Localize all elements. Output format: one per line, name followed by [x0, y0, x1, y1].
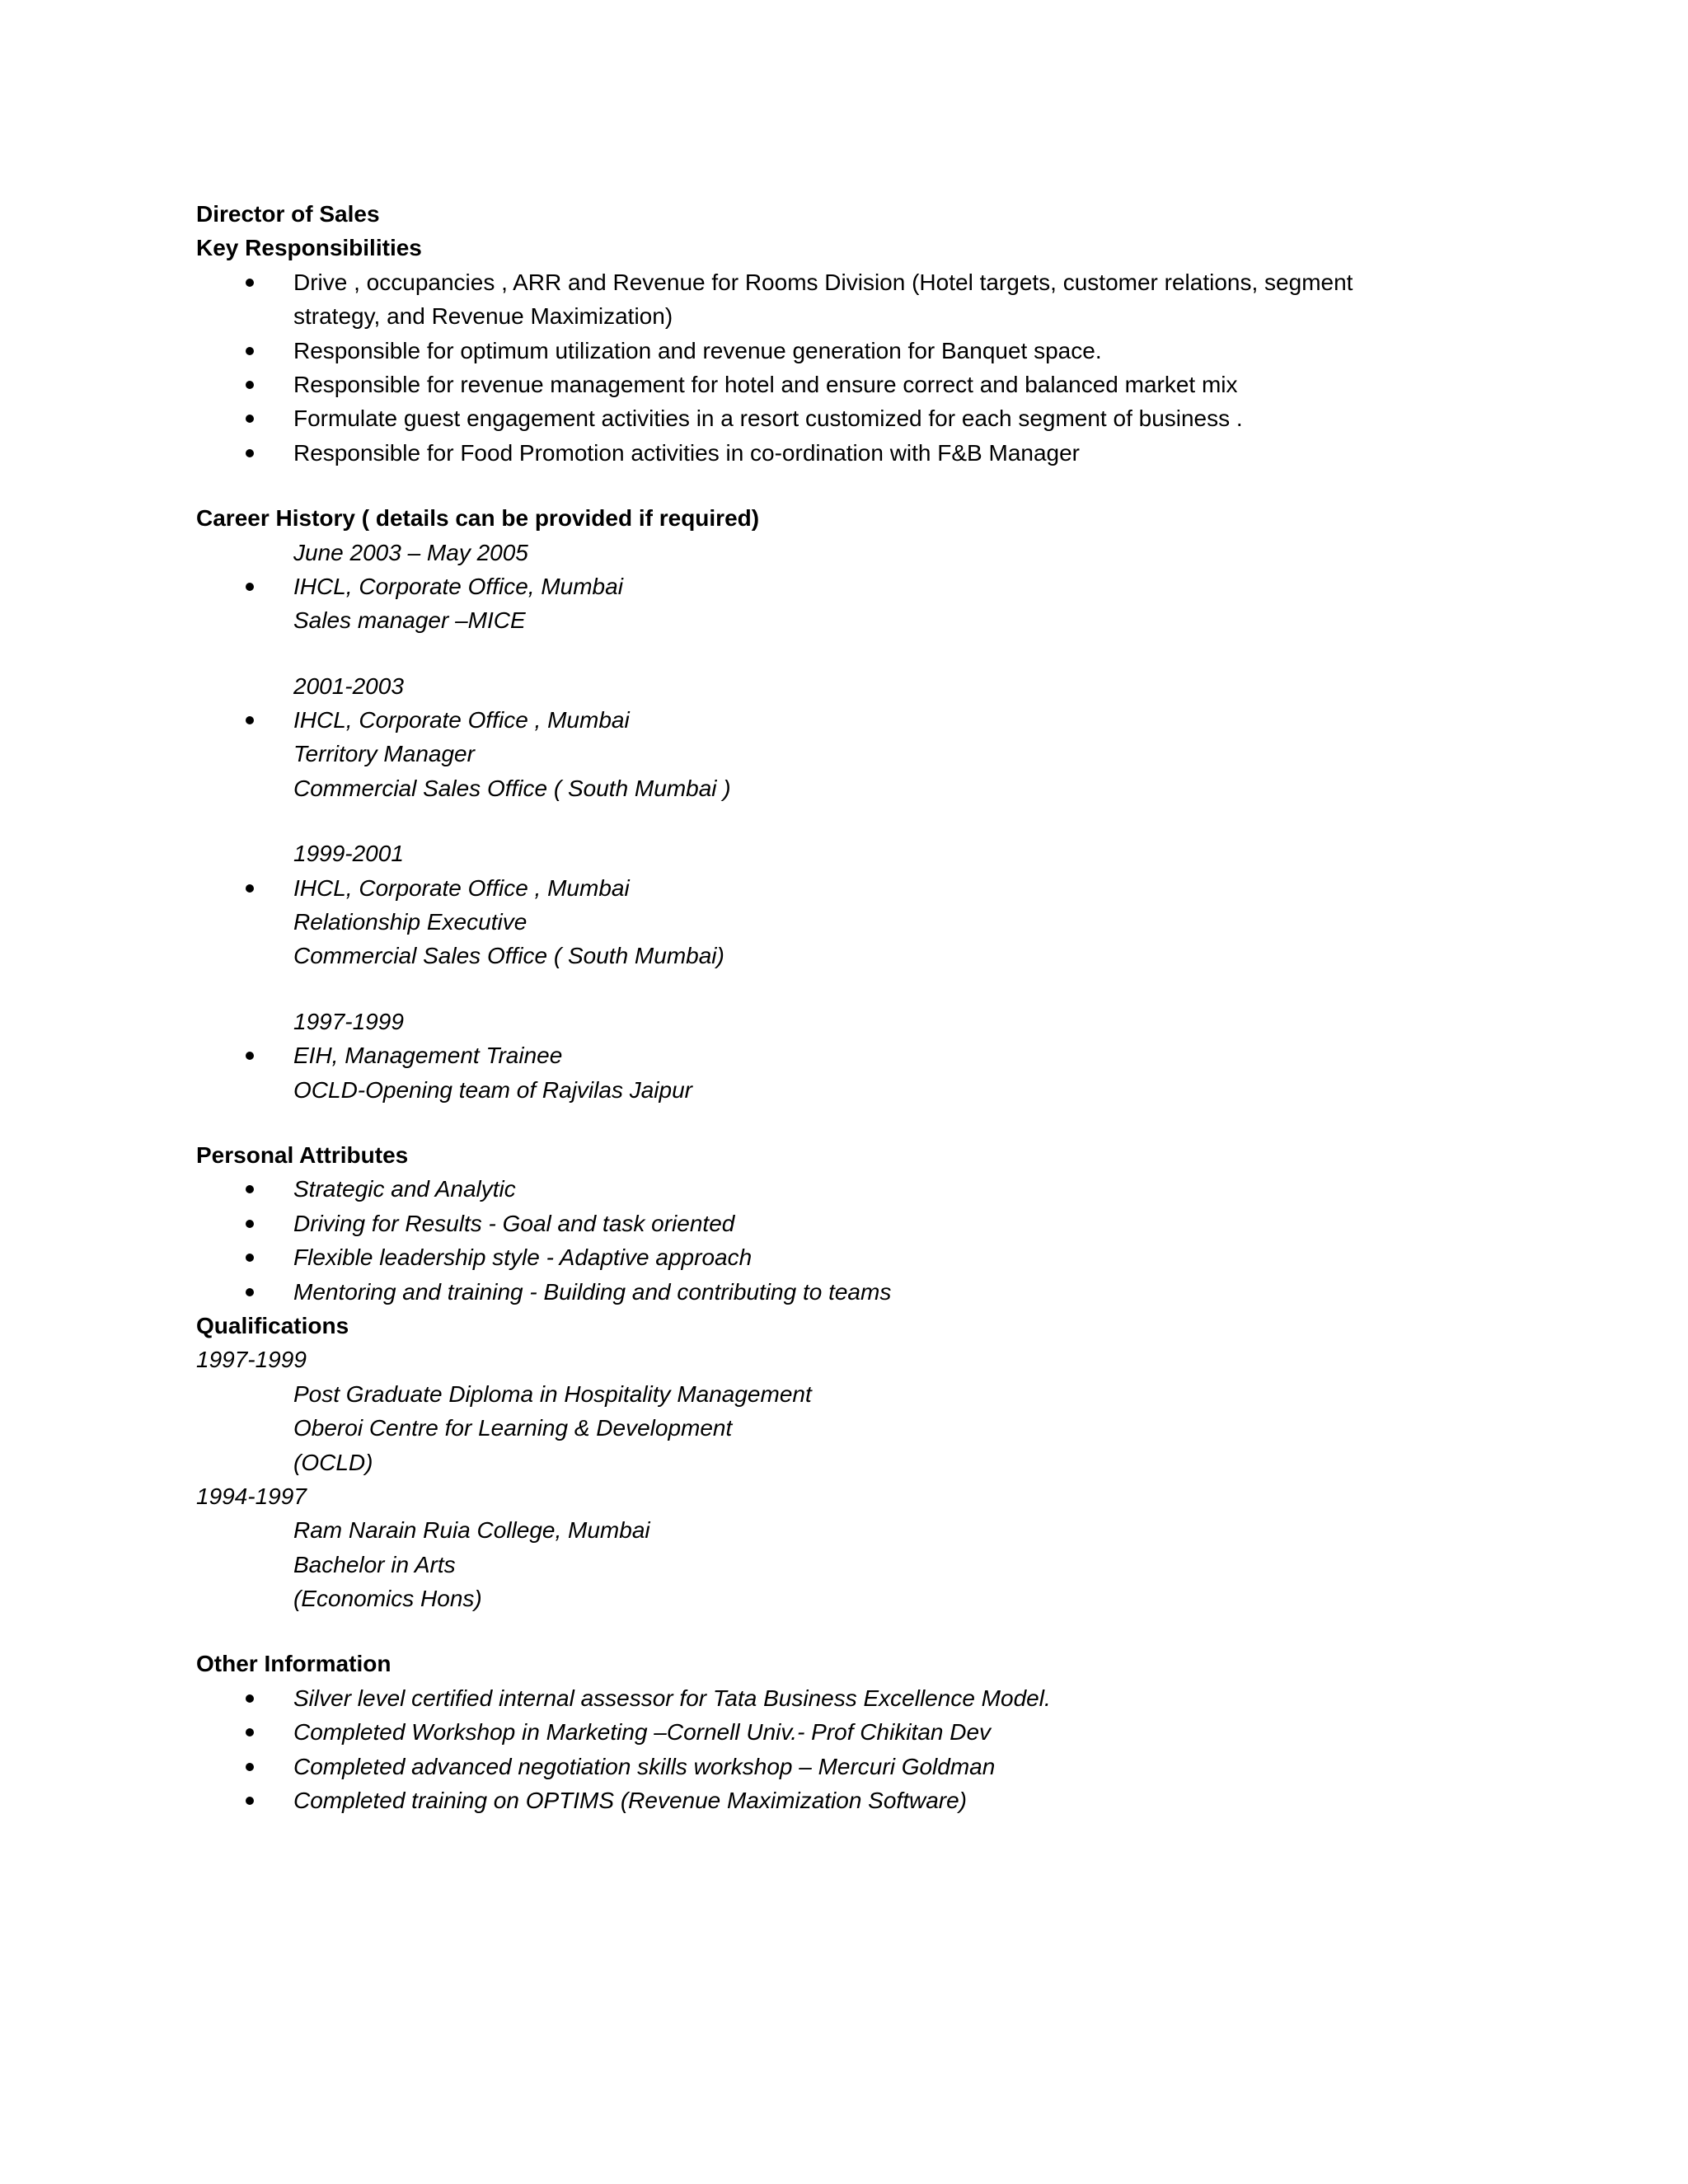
other-item: Silver level certified internal assessor for Tata Business Excellence Model.: [196, 1681, 1515, 1715]
other-heading: Other Information: [196, 1651, 392, 1677]
career-role: Relationship Executive: [293, 909, 528, 935]
other-item: Completed Workshop in Marketing –Cornell Univ.- Prof Chikitan Dev: [196, 1715, 1515, 1749]
qualification-period: 1994-1997: [196, 1483, 307, 1509]
resume-content: [196, 197, 1515, 1817]
attributes-heading: Personal Attributes: [196, 1141, 409, 1168]
qualification-line: Bachelor in Arts: [293, 1551, 456, 1577]
entry-spacer: [196, 638, 1515, 669]
responsibility-item: Responsible for Food Promotion activities in co-ordination with F&B Manager: [196, 436, 1515, 470]
career-period: June 2003 – May 2005: [293, 539, 528, 565]
qualification-line: Oberoi Centre for Learning & Development: [293, 1415, 733, 1441]
entry-spacer: [196, 973, 1515, 1005]
career-organization: IHCL, Corporate Office , Mumbai: [196, 703, 1515, 737]
qualification-line: (Economics Hons): [293, 1586, 482, 1612]
job-title: Director of Sales: [196, 201, 380, 227]
responsibility-item-continued: strategy, and Revenue Maximization): [293, 303, 673, 330]
responsibility-item: Drive , occupancies , ARR and Revenue for Rooms Division (Hotel targets, customer relations, segment: [196, 265, 1515, 299]
responsibilities-heading: Key Responsibilities: [196, 235, 422, 261]
responsibility-item: Formulate guest engagement activities in a resort customized for each segment of business .: [196, 401, 1515, 435]
career-period: 1999-2001: [293, 841, 404, 867]
qualification-line: Ram Narain Ruia College, Mumbai: [293, 1517, 650, 1544]
attribute-item: Flexible leadership style - Adaptive approach: [196, 1240, 1515, 1274]
career-organization: IHCL, Corporate Office , Mumbai: [196, 871, 1515, 905]
career-role-detail: Commercial Sales Office ( South Mumbai): [293, 943, 724, 969]
qualification-line: Post Graduate Diploma in Hospitality Management: [293, 1380, 812, 1407]
attribute-item: Mentoring and training - Building and contributing to teams: [196, 1275, 1515, 1309]
career-heading: Career History ( details can be provided if required): [196, 505, 760, 532]
career-period: 2001-2003: [293, 673, 404, 699]
qualifications-heading: Qualifications: [196, 1312, 349, 1338]
responsibility-item: Responsible for optimum utilization and revenue generation for Banquet space.: [196, 334, 1515, 368]
section-spacer: [196, 1107, 1515, 1138]
section-spacer: [196, 1615, 1515, 1647]
qualification-period: 1997-1999: [196, 1347, 307, 1373]
attribute-item: Strategic and Analytic: [196, 1172, 1515, 1206]
career-organization: IHCL, Corporate Office, Mumbai: [196, 569, 1515, 603]
career-period: 1997-1999: [293, 1008, 404, 1034]
career-role: Territory Manager: [293, 741, 475, 767]
other-item: Completed advanced negotiation skills workshop – Mercuri Goldman: [196, 1750, 1515, 1783]
career-role: Sales manager –MICE: [293, 607, 526, 634]
section-spacer: [196, 470, 1515, 501]
qualification-line: (OCLD): [293, 1449, 373, 1475]
attribute-item: Driving for Results - Goal and task oriented: [196, 1207, 1515, 1240]
responsibility-item: Responsible for revenue management for hotel and ensure correct and balanced market mix: [196, 368, 1515, 401]
career-organization: EIH, Management Trainee: [196, 1038, 1515, 1072]
other-item: Completed training on OPTIMS (Revenue Maximization Software): [196, 1783, 1515, 1817]
career-role: OCLD-Opening team of Rajvilas Jaipur: [293, 1076, 692, 1103]
career-role-detail: Commercial Sales Office ( South Mumbai ): [293, 775, 731, 801]
entry-spacer: [196, 805, 1515, 837]
